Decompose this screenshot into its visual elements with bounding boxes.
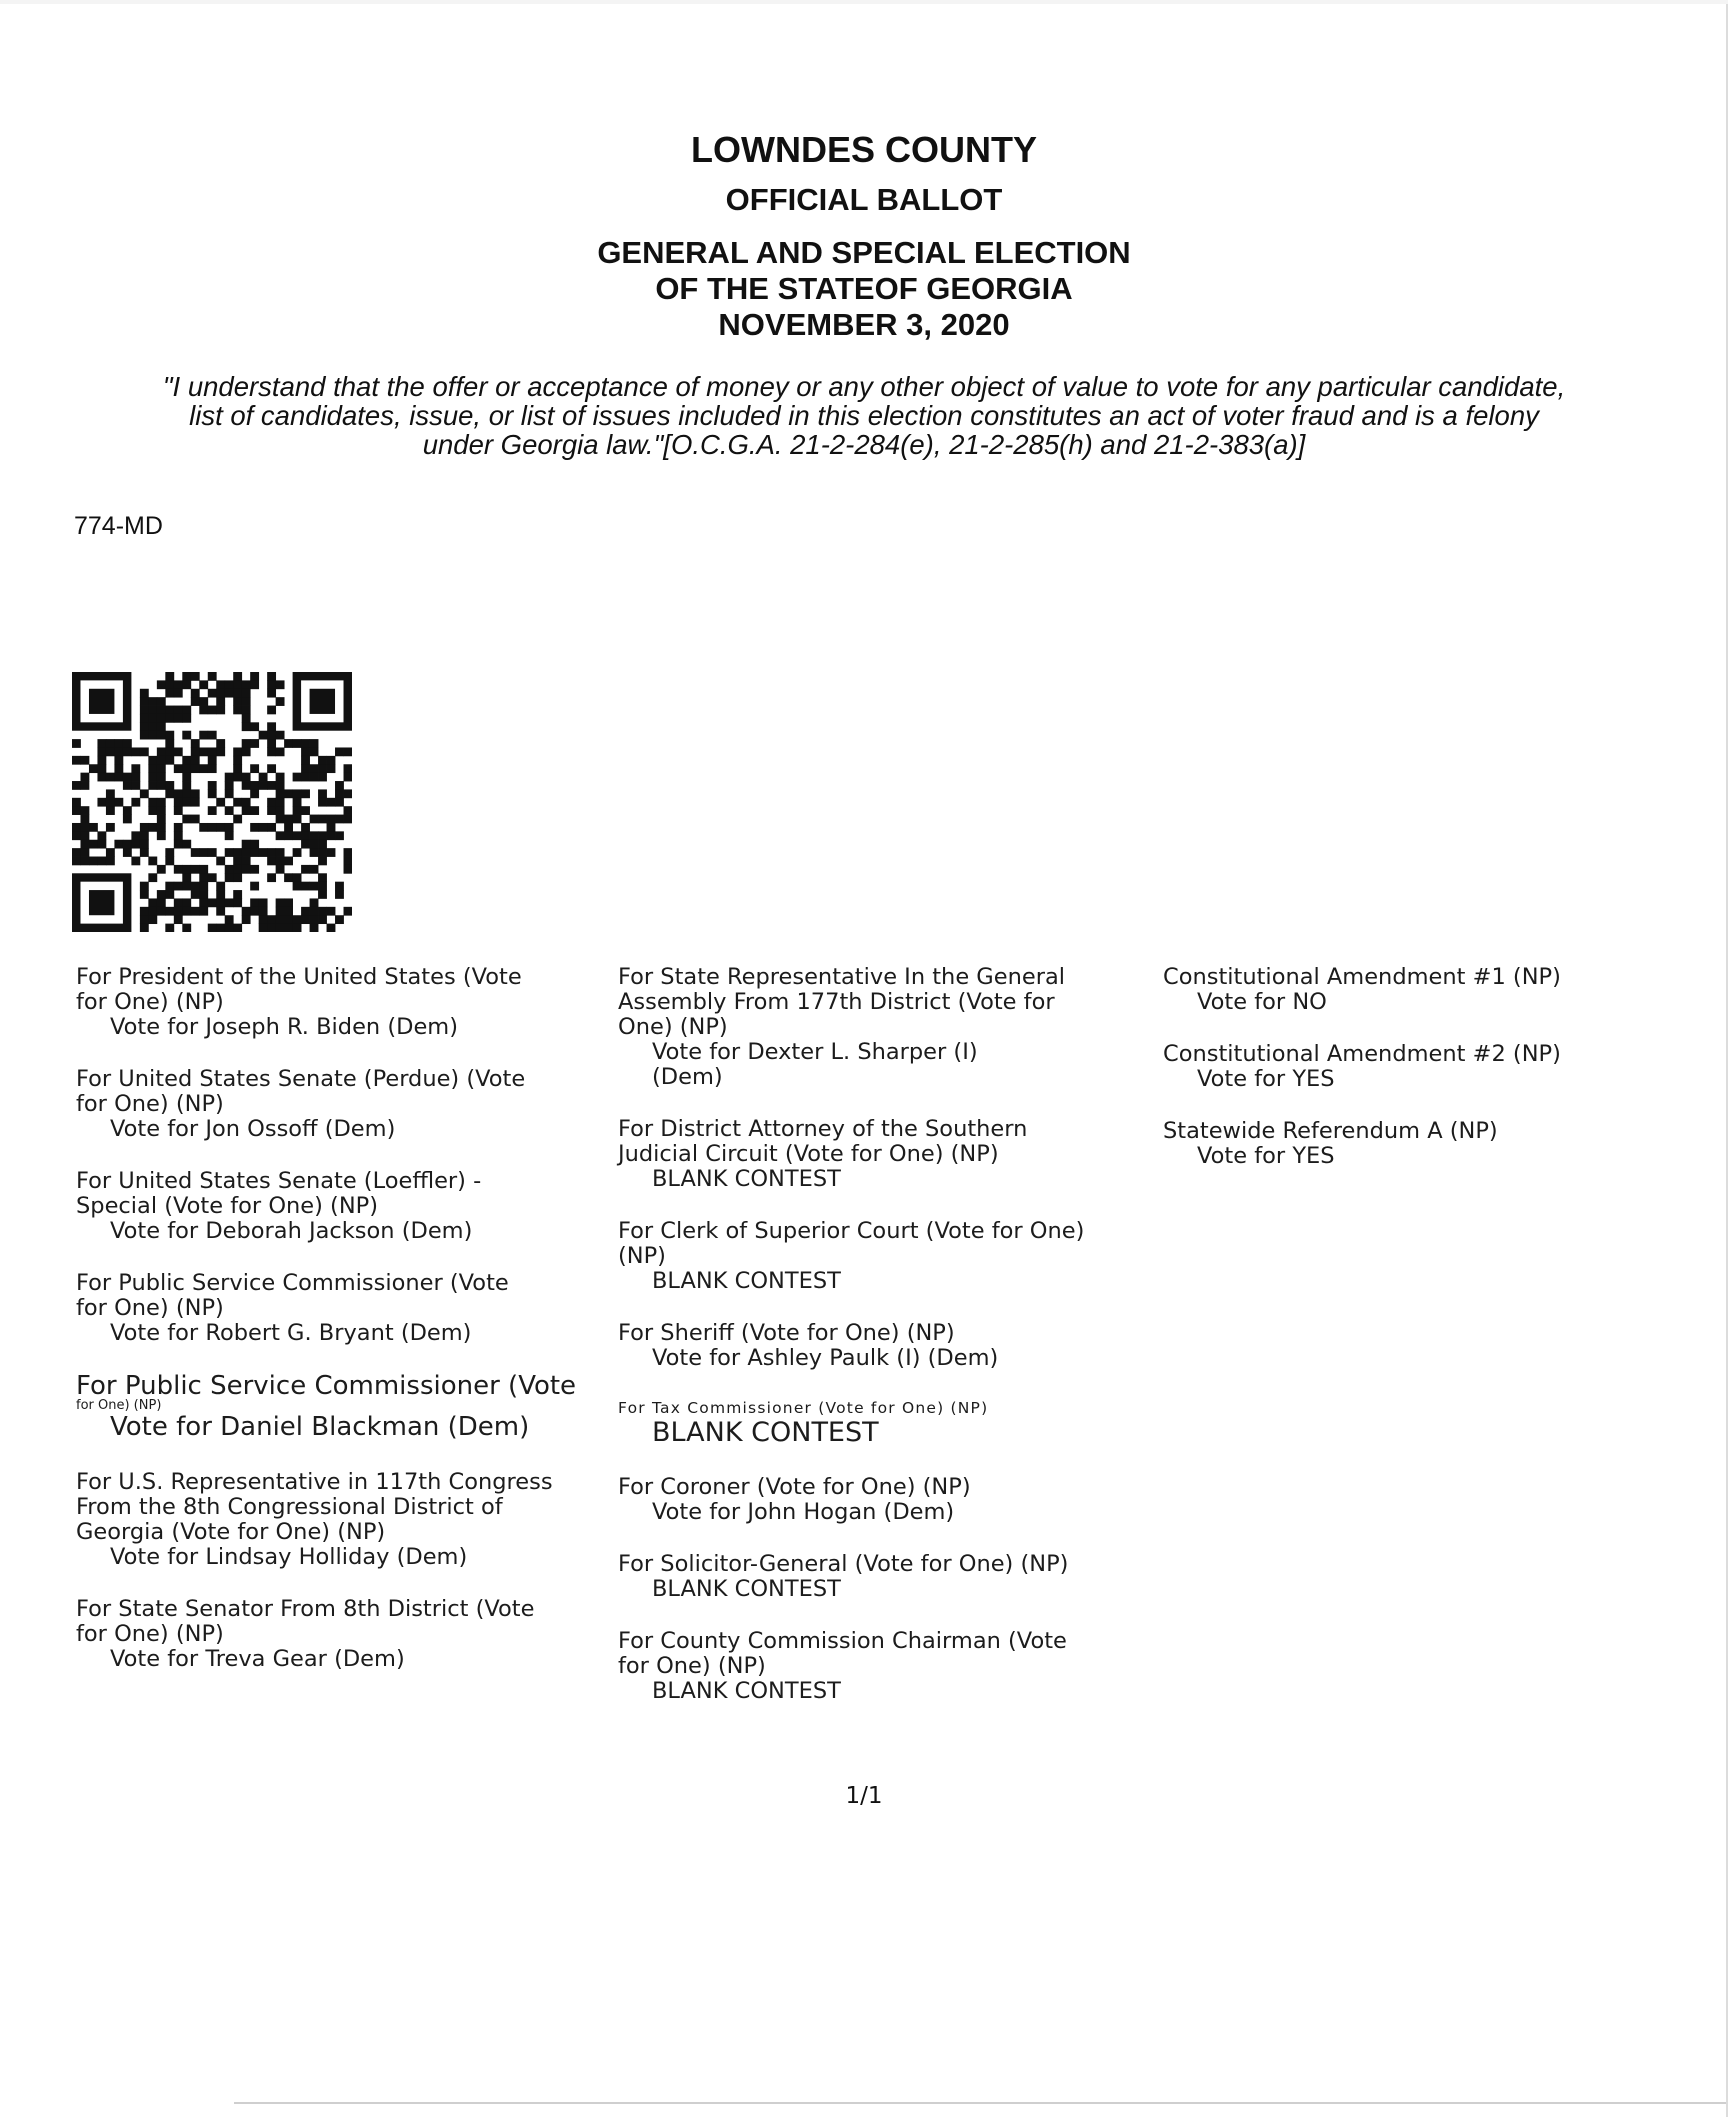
contest-title: For President of the United States (Vote for One) (NP): [76, 964, 522, 1015]
contest-title: For County Commission Chairman (Vote for One) (NP): [618, 1628, 1067, 1679]
contest-statewide-referendum-a: [1163, 1119, 1723, 1169]
contest-public-service-commissioner-2: [76, 1373, 616, 1443]
contest-selection: Vote for Ashley Paulk (I) (Dem): [652, 1345, 999, 1371]
contest-selection: Vote for Dexter L. Sharper (I) (Dem): [652, 1039, 978, 1090]
contest-subtitle: for One) (NP): [76, 1398, 162, 1413]
contest-tax-commissioner: [618, 1398, 1164, 1448]
contest-selection: BLANK CONTEST: [652, 1417, 879, 1448]
contest-selection: Vote for Lindsay Holliday (Dem): [110, 1544, 468, 1570]
ballot-type-title: OFFICIAL BALLOT: [725, 182, 1003, 217]
contest-selection: Vote for Robert G. Bryant (Dem): [110, 1320, 472, 1346]
top-edge: [0, 0, 1728, 4]
contest-title: For Public Service Commissioner (Vote for One) (NP): [76, 1270, 509, 1321]
contest-title: For U.S. Representative in 117th Congress From the 8th Congressional District of Georgia (Vote for One) (NP): [76, 1469, 553, 1545]
contest-coroner: [618, 1475, 1164, 1525]
contest-title: For District Attorney of the Southern Judicial Circuit (Vote for One) (NP): [618, 1116, 1028, 1167]
contest-title: For Sheriff (Vote for One) (NP): [618, 1320, 955, 1346]
contest-title: For Coroner (Vote for One) (NP): [618, 1474, 971, 1500]
contest-title: For United States Senate (Loeffler) - Special (Vote for One) (NP): [76, 1168, 482, 1219]
contest-selection: Vote for Joseph R. Biden (Dem): [110, 1014, 458, 1040]
contest-selection: Vote for Jon Ossoff (Dem): [110, 1116, 396, 1142]
contest-title: For Tax Commissioner (Vote for One) (NP): [618, 1399, 989, 1417]
contest-county-commission-chairman: [618, 1629, 1164, 1704]
contest-selection: Vote for NO: [1197, 989, 1327, 1015]
contest-title: For Clerk of Superior Court (Vote for One) (NP): [618, 1218, 1085, 1269]
ballot-header: [0, 128, 1728, 343]
contest-column-2: [618, 965, 1164, 1731]
contest-column-1: [76, 965, 616, 1699]
contest-selection: Vote for YES: [1197, 1143, 1335, 1169]
page-number: 1/1: [845, 1783, 883, 1809]
bottom-edge: [234, 2102, 1726, 2104]
contest-us-senate-perdue: [76, 1067, 616, 1142]
contest-title: Statewide Referendum A (NP): [1163, 1118, 1498, 1144]
contest-title: For Solicitor-General (Vote for One) (NP): [618, 1551, 1069, 1577]
contest-president: [76, 965, 616, 1040]
contest-selection: BLANK CONTEST: [652, 1678, 841, 1704]
contest-state-representative: [618, 965, 1164, 1090]
contest-title: For State Senator From 8th District (Vote for One) (NP): [76, 1596, 535, 1647]
contest-sheriff: [618, 1321, 1164, 1371]
contest-selection: Vote for Treva Gear (Dem): [110, 1646, 405, 1672]
contest-clerk-superior-court: [618, 1219, 1164, 1294]
contest-district-attorney: [618, 1117, 1164, 1192]
contest-selection: Vote for Deborah Jackson (Dem): [110, 1218, 473, 1244]
qr-code: [72, 672, 352, 932]
contest-title: For United States Senate (Perdue) (Vote for One) (NP): [76, 1066, 526, 1117]
contest-selection: Vote for John Hogan (Dem): [652, 1499, 955, 1525]
contest-selection: Vote for Daniel Blackman (Dem): [110, 1412, 530, 1442]
contest-constitutional-amendment-2: [1163, 1042, 1723, 1092]
contest-us-representative: [76, 1470, 616, 1570]
contest-title: Constitutional Amendment #2 (NP): [1163, 1041, 1561, 1067]
voter-fraud-oath: "I understand that the offer or acceptance of money or any other object of value to vote for any particular candidate, list of candidates, issue, or list of issues included in this election constitutes an act of voter fraud and is a felony under Georgia law."[O.C.G.A. 21-2-284(e), 21-2-285(h) and 21-2-383(a)]: [162, 371, 1566, 460]
election-title: [0, 235, 1728, 343]
contest-selection: BLANK CONTEST: [652, 1268, 841, 1294]
ballot-style-code: 774-MD: [74, 512, 163, 540]
election-title-line-1: GENERAL AND SPECIAL ELECTION: [597, 235, 1131, 270]
contest-solicitor-general: [618, 1552, 1164, 1602]
contest-us-senate-loeffler: [76, 1169, 616, 1244]
contest-title: For State Representative In the General Assembly From 177th District (Vote for One) (NP): [618, 964, 1065, 1040]
contest-title: For Public Service Commissioner (Vote: [76, 1371, 577, 1401]
contest-state-senator: [76, 1597, 616, 1672]
contest-selection: BLANK CONTEST: [652, 1576, 841, 1602]
contest-selection: Vote for YES: [1197, 1066, 1335, 1092]
contest-constitutional-amendment-1: [1163, 965, 1723, 1015]
county-title: LOWNDES COUNTY: [691, 129, 1037, 170]
contest-public-service-commissioner-1: [76, 1271, 616, 1346]
contest-title: Constitutional Amendment #1 (NP): [1163, 964, 1561, 990]
contest-selection: BLANK CONTEST: [652, 1166, 841, 1192]
contest-column-3: [1163, 965, 1723, 1196]
election-title-line-2: OF THE STATEOF GEORGIA: [655, 271, 1073, 306]
election-date: NOVEMBER 3, 2020: [718, 307, 1010, 342]
